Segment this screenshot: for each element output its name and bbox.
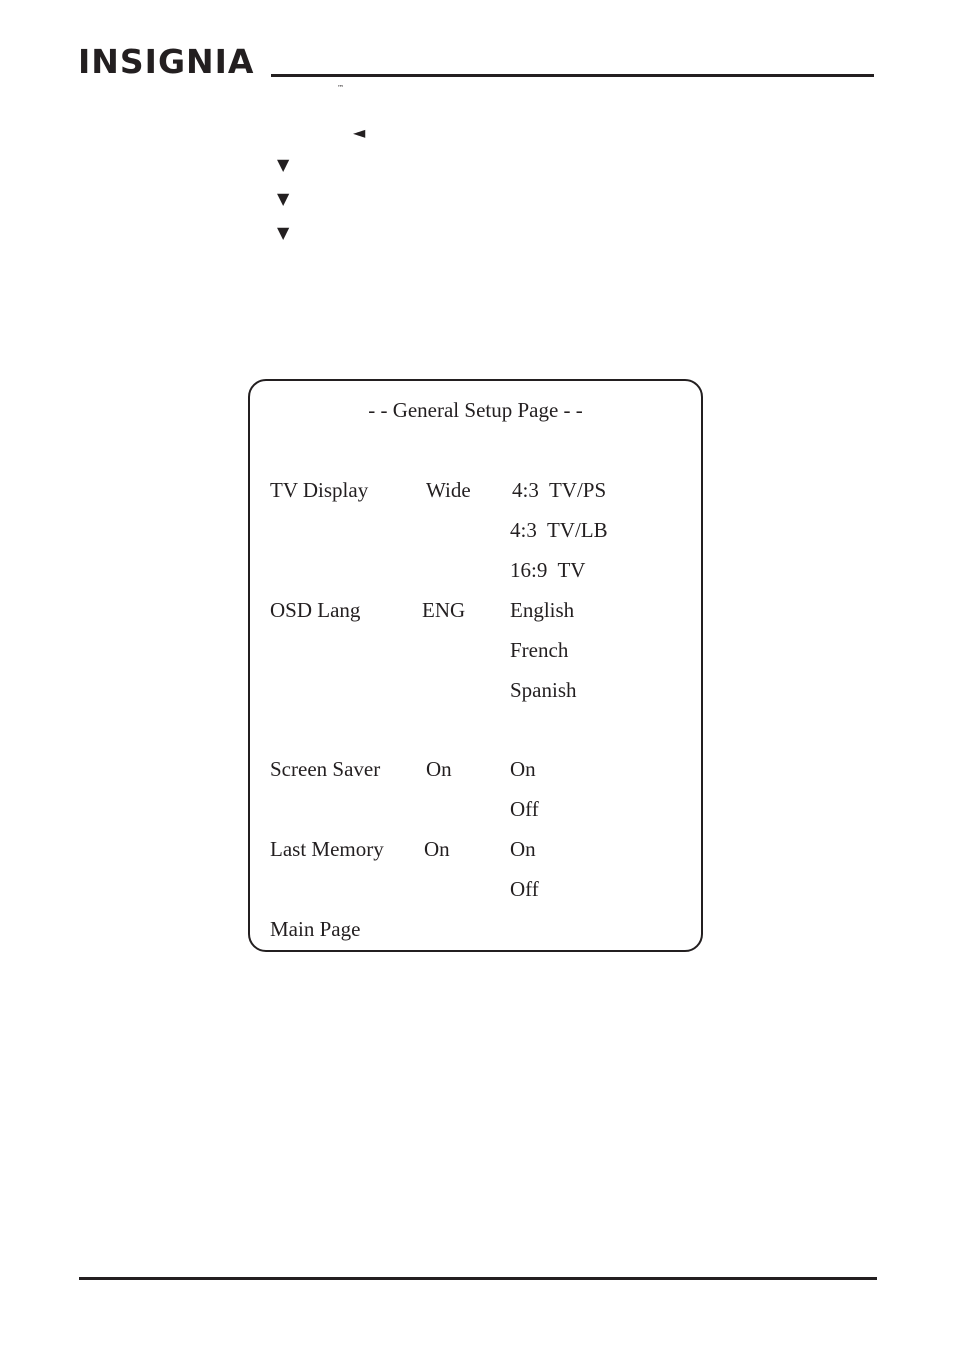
- option-last-memory-off[interactable]: Off: [510, 877, 539, 901]
- option-spanish[interactable]: Spanish: [510, 678, 577, 702]
- header-rule: [271, 74, 874, 77]
- general-setup-menu: [248, 379, 703, 952]
- footer-rule: [79, 1277, 877, 1280]
- screen-saver-current-value: On: [426, 757, 452, 781]
- menu-item-tv-display[interactable]: TV Display: [270, 478, 369, 502]
- option-english[interactable]: English: [510, 598, 575, 622]
- menu-item-osd-lang[interactable]: OSD Lang: [270, 598, 361, 622]
- option-last-memory-on[interactable]: On: [510, 837, 536, 861]
- menu-item-main-page[interactable]: Main Page: [270, 917, 361, 941]
- option-screen-saver-off[interactable]: Off: [510, 797, 539, 821]
- option-screen-saver-on[interactable]: On: [510, 757, 536, 781]
- menu-item-screen-saver[interactable]: Screen Saver: [270, 757, 381, 781]
- option-4-3-tv-lb[interactable]: 4:3 TV/LB: [510, 518, 608, 542]
- tv-display-current-value: Wide: [426, 478, 471, 502]
- down-arrow-icon: ▼: [277, 155, 290, 174]
- option-french[interactable]: French: [510, 638, 569, 662]
- osd-lang-current-value: ENG: [422, 598, 466, 622]
- logo-text: INSIGNIA: [78, 42, 255, 81]
- down-arrow-icon: ▼: [277, 223, 290, 242]
- last-memory-current-value: On: [424, 837, 450, 861]
- insignia-logo: [78, 38, 344, 92]
- down-arrow-icon: ▼: [277, 189, 290, 208]
- left-arrow-icon: ◄: [353, 123, 366, 142]
- option-4-3-tv-ps[interactable]: 4:3 TV/PS: [512, 478, 607, 502]
- menu-item-last-memory[interactable]: Last Memory: [270, 837, 384, 861]
- option-16-9-tv[interactable]: 16:9 TV: [510, 558, 586, 582]
- logo-trademark: ™: [337, 84, 344, 92]
- menu-title: - - General Setup Page - -: [368, 398, 583, 422]
